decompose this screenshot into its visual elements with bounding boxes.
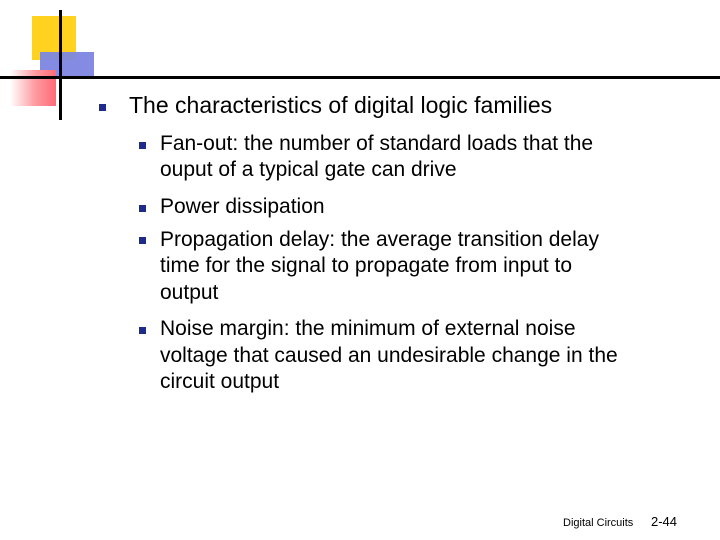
bullet-1-line-1: Fan-out: the number of standard loads that the (160, 132, 594, 155)
bullet-4-line-1: Noise margin: the minimum of external noise (160, 317, 576, 340)
bullet-2-line-1: Power dissipation (160, 195, 325, 218)
slide-heading: The characteristics of digital logic families (129, 92, 553, 118)
bullet-icon (139, 327, 146, 334)
bullet-icon (139, 205, 146, 212)
bullet-1-line-2: ouput of a typical gate can drive (160, 158, 457, 181)
logo-vertical-line (59, 10, 62, 120)
header-rule (0, 76, 720, 79)
bullet-icon (139, 142, 146, 149)
bullet-4-line-3: circuit output (160, 370, 280, 393)
bullet-icon (139, 237, 146, 244)
bullet-3-line-1: Propagation delay: the average transition delay (160, 228, 599, 251)
bullet-3-line-3: output (160, 281, 219, 304)
heading-bullet-icon (99, 104, 106, 111)
footer-course-title: Digital Circuits (563, 517, 634, 529)
bullet-4-line-2: voltage that caused an undesirable change in the (160, 344, 618, 367)
page-number: 2-44 (651, 514, 678, 529)
bullet-3-line-2: time for the signal to propagate from input to (160, 254, 573, 277)
